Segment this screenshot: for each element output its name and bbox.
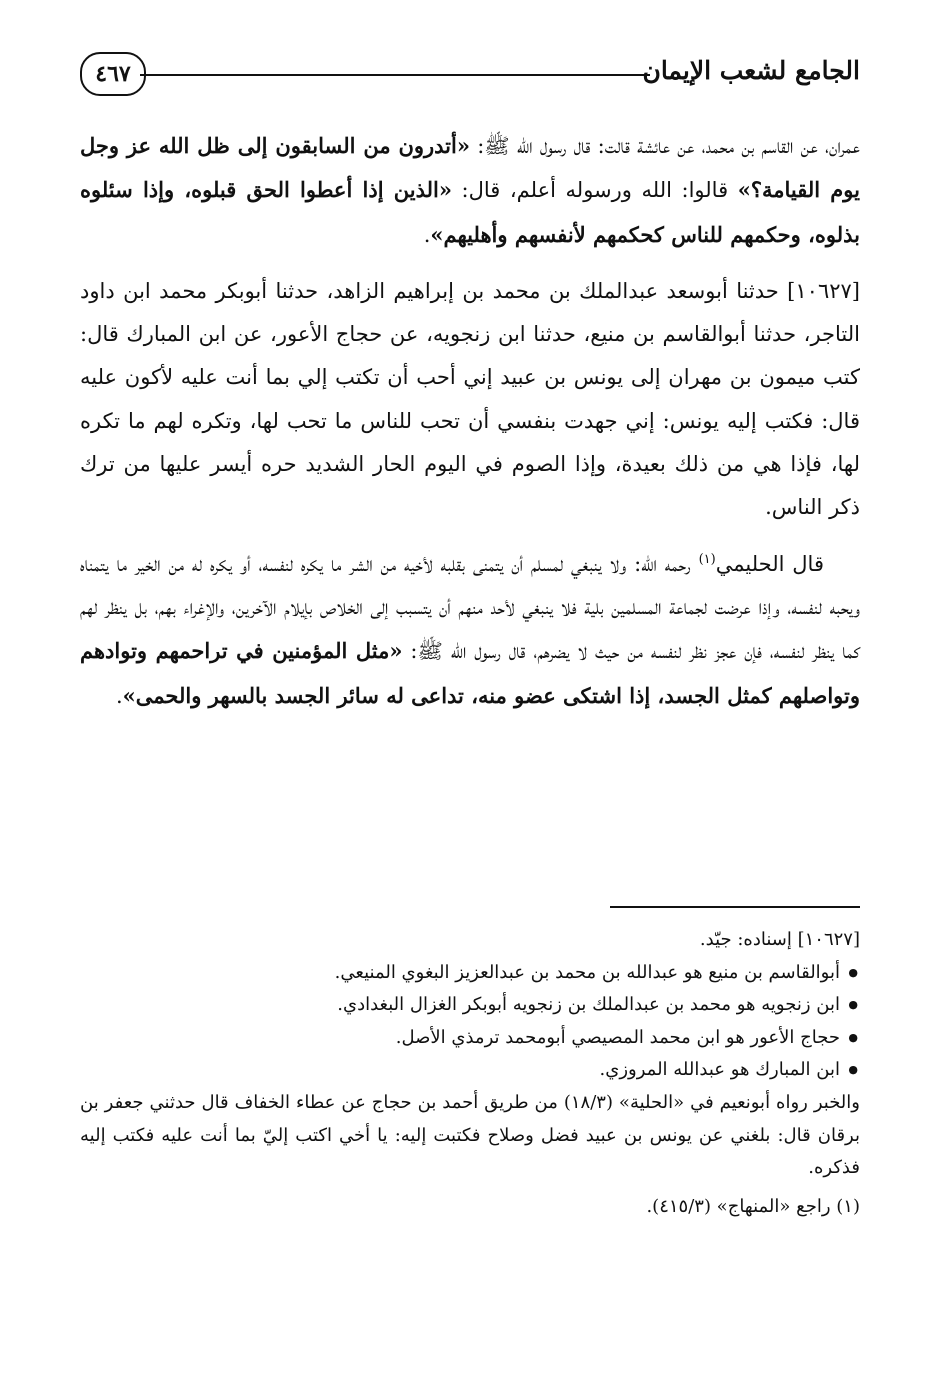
footnote-1: (١) راجع «المنهاج» (٤١٥/٣). <box>646 1195 860 1217</box>
paragraph-10627: [١٠٦٢٧] حدثنا أبوسعد عبدالملك بن محمد بن إبراهيم الزاهد، حدثنا أبوبكر محمد ابن داود التاجر، حدثنا أبوالقاسم بن منيع، حدثنا ابن زنجويه، عن حجاج الأعور، عن ابن المبارك قال: كتب ميمون بن مهران إلى يونس بن عبيد إني أحب أن تكتب إلي بما أنت عليه لأكون عليه قال: فكتب إليه يونس: إني جهدت بنفسي أن تحب للناس ما تحب لها، وتكره لهم ما تكره لها، فإذا هي من ذلك بعيدة، وإذا الصوم في اليوم الحار الشديد حره أيسر عليها من ترك ذكر الناس. <box>80 278 861 520</box>
text-run: قال الحليمي <box>715 551 824 576</box>
isnad-grade: [١٠٦٢٧] إسناده: جيّد. <box>699 929 860 950</box>
text-run: . <box>423 222 431 247</box>
list-item: ● حجاج الأعور هو ابن محمد المصيصي أبومحمد ترمذي الأصل. <box>80 1022 860 1055</box>
hadith-quote: «أتدرون من السابقون إلى ظل الله عز وجل يوم القيامة؟» <box>80 133 860 203</box>
page-number: ٤٦٧ <box>80 52 146 96</box>
narrator-list <box>80 957 860 1087</box>
list-item: ● ابن المبارك هو عبدالله المروزي. <box>80 1054 860 1087</box>
book-title: الجامع لشعب الإيمان <box>642 56 860 85</box>
hadith-quote: «مثل المؤمنين في تراحمهم وتوادهم وتواصلهم كمثل الجسد، إذا اشتكى عضو منه، تداعى له سائر الجسد بالسهر والحمى» <box>80 638 860 708</box>
text-run: عمران، عن القاسم بن محمد، عن عائشة قالت: قال رسول الله ﷺ: <box>469 134 860 158</box>
text-run: رحمه الله: ولا ينبغي لمسلم أن يتمنى بقلبه لأخيه من الشر ما يكره لنفسه، أو يكره له من الخير ما يتمناه ويحبه لنفسه، وإذا عرضت لجماعة المسلمين بلية فلا ينبغي لأحد منهم أن يتسبب إلى الخلاص بإيلام الآخرين، والإغراء بهم، بل ينظر لهم كما ينظر لنفسه، فإن عجز نظر لنفسه من حيث لا يضرهم، قال رسول الله ﷺ: <box>80 551 860 664</box>
hadith-quote: «الذين إذا أعطوا الحق قبلوه، وإذا سئلوه بذلوه، وحكمهم للناس كحكمهم لأنفسهم وأهليهم» <box>80 177 860 247</box>
list-item: ● ابن زنجويه هو محمد بن عبدالملك بن زنجويه أبوبكر الغزال البغدادي. <box>80 989 860 1022</box>
list-item: ● أبوالقاسم بن منيع هو عبدالله بن محمد بن عبدالعزيز البغوي المنيعي. <box>80 957 860 990</box>
page-header <box>80 52 860 102</box>
text-run: قالوا: الله ورسوله أعلم، قال: <box>451 178 738 203</box>
paragraph-hadith-aisha <box>80 124 860 257</box>
khabar-note: والخبر رواه أبونعيم في «الحلية» (١٨/٣) من طريق أحمد بن حجاج عن عطاء الخفاف قال حدثني جعفر بن برقان قال: بلغني عن يونس بن عبيد فضل وصلاح فكتبت إليه: يا أخي اكتب إليّ بما أنت عليه فكتب إليه فذكره. <box>80 1091 860 1179</box>
paragraph-halimi <box>80 543 860 718</box>
footnote-separator <box>610 906 860 908</box>
footnote-marker: (١) <box>698 551 716 567</box>
main-text <box>80 124 860 718</box>
header-rule <box>140 74 650 76</box>
text-run: . <box>115 683 123 708</box>
footnotes <box>80 924 860 1223</box>
